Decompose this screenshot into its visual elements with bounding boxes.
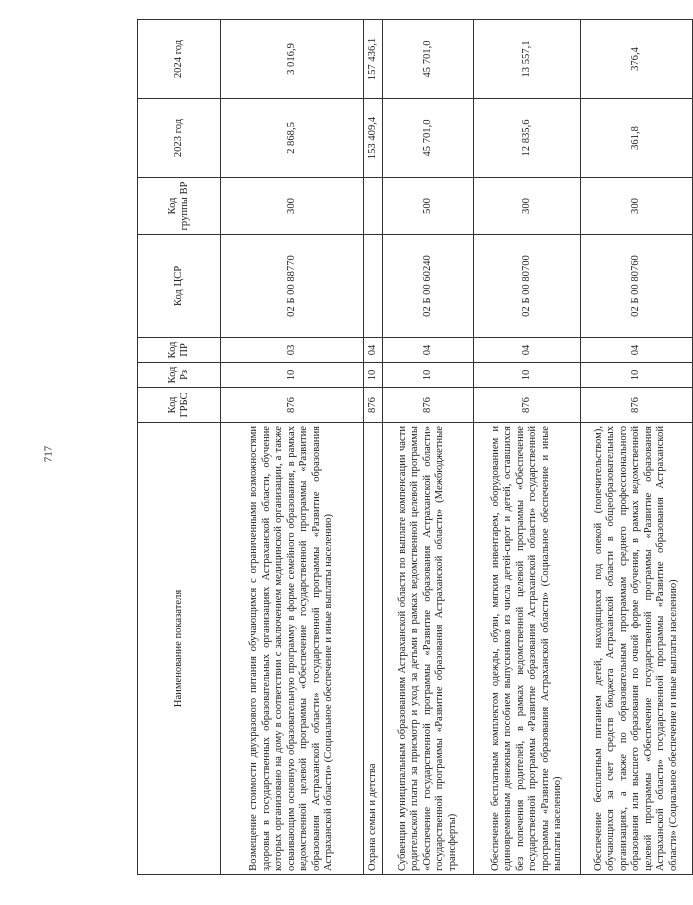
header-name: Наименование показателя <box>138 423 221 875</box>
cell-csr: 02 Б 00 88770 <box>221 235 364 338</box>
cell-2023: 45 701,0 <box>383 99 474 178</box>
cell-rz: 10 <box>383 363 474 388</box>
cell-2023: 153 409,4 <box>364 99 383 178</box>
cell-grbs: 876 <box>474 388 581 423</box>
cell-pr: 04 <box>581 338 693 363</box>
cell-2024: 45 701,0 <box>383 20 474 99</box>
table-wrapper <box>137 20 679 875</box>
cell-csr <box>364 235 383 338</box>
cell-pr: 04 <box>383 338 474 363</box>
table-row <box>474 20 581 875</box>
cell-2023: 361,8 <box>581 99 693 178</box>
header-rz: Код Рз <box>138 363 221 388</box>
header-csr: Код ЦСР <box>138 235 221 338</box>
cell-vr: 300 <box>581 178 693 235</box>
budget-table <box>137 19 693 875</box>
header-2023: 2023 год <box>138 99 221 178</box>
header-grbs: Код ГРБС <box>138 388 221 423</box>
cell-grbs: 876 <box>383 388 474 423</box>
table-row <box>383 20 474 875</box>
rotated-page <box>137 20 679 875</box>
cell-pr: 04 <box>364 338 383 363</box>
cell-rz: 10 <box>364 363 383 388</box>
header-pr: Код ПР <box>138 338 221 363</box>
cell-2024: 157 436,1 <box>364 20 383 99</box>
header-vr: Код группы ВР <box>138 178 221 235</box>
cell-2024: 13 557,1 <box>474 20 581 99</box>
table-row <box>221 20 364 875</box>
cell-rz: 10 <box>221 363 364 388</box>
cell-2024: 376,4 <box>581 20 693 99</box>
cell-rz: 10 <box>581 363 693 388</box>
cell-grbs: 876 <box>221 388 364 423</box>
cell-grbs: 876 <box>581 388 693 423</box>
table-row <box>581 20 693 875</box>
cell-2024: 3 016,9 <box>221 20 364 99</box>
cell-name: Обеспечение бесплатным комплектом одежды, обуви, мягким инвентарем, оборудованием и единовременным денежным пособием выпускников из числа детей-сирот и детей, оставшихся без попечения родителей, в рамках ведомственной целевой программы «Обеспечение государственной программы «Развитие образования Астраханской области» государственной программы «Развитие образования Астраханской области» (Социальное обеспечение и иные выплаты населению) <box>474 423 581 875</box>
cell-name: Обеспечение бесплатным питанием детей, находящихся под опекой (попечительством), обучающихся за счет средств бюджета Астраханской области в общеобразовательных организациях, а также по образовательным программам среднего профессионального образования или высшего образования по очной форме обучения, в рамках ведомственной целевой программы «Обеспечение государственной программы «Развитие образования Астраханской области» государственной программы «Развитие образования Астраханской области» (Социальное обеспечение и иные выплаты населению) <box>581 423 693 875</box>
cell-2023: 12 835,6 <box>474 99 581 178</box>
cell-name: Субвенции муниципальным образованиям Астраханской области по выплате компенсации части родительской платы за присмотр и уход за детьми в рамках ведомственной целевой программы «Обеспечение государственной программы «Развитие образования Астраханской области» государственной программы «Развитие образования Астраханской области» (Межбюджетные трансферты) <box>383 423 474 875</box>
cell-name: Возмещение стоимости двухразового питания обучающимся с ограниченными возможностями здоровья в государственных образовательных организациях Астраханской области, обучение которых организовано на дому в соответствии с заключением медицинской организации, а также осваивающим основную образовательную программу в форме семейного образования, в рамках ведомственной целевой программы «Обеспечение государственной программы «Развитие образования Астраханской области» государственной программы «Развитие образования Астраханской области» (Социальное обеспечение и иные выплаты населению) <box>221 423 364 875</box>
cell-csr: 02 Б 00 80700 <box>474 235 581 338</box>
cell-vr: 300 <box>474 178 581 235</box>
header-2024: 2024 год <box>138 20 221 99</box>
table-header-row <box>138 20 221 875</box>
cell-pr: 03 <box>221 338 364 363</box>
cell-csr: 02 Б 00 60240 <box>383 235 474 338</box>
cell-grbs: 876 <box>364 388 383 423</box>
table-row <box>364 20 383 875</box>
cell-vr <box>364 178 383 235</box>
cell-name: Охрана семьи и детства <box>364 423 383 875</box>
cell-vr: 300 <box>221 178 364 235</box>
cell-rz: 10 <box>474 363 581 388</box>
cell-pr: 04 <box>474 338 581 363</box>
cell-2023: 2 868,5 <box>221 99 364 178</box>
cell-vr: 500 <box>383 178 474 235</box>
page-number: 717 <box>42 445 55 463</box>
cell-csr: 02 Б 00 80760 <box>581 235 693 338</box>
